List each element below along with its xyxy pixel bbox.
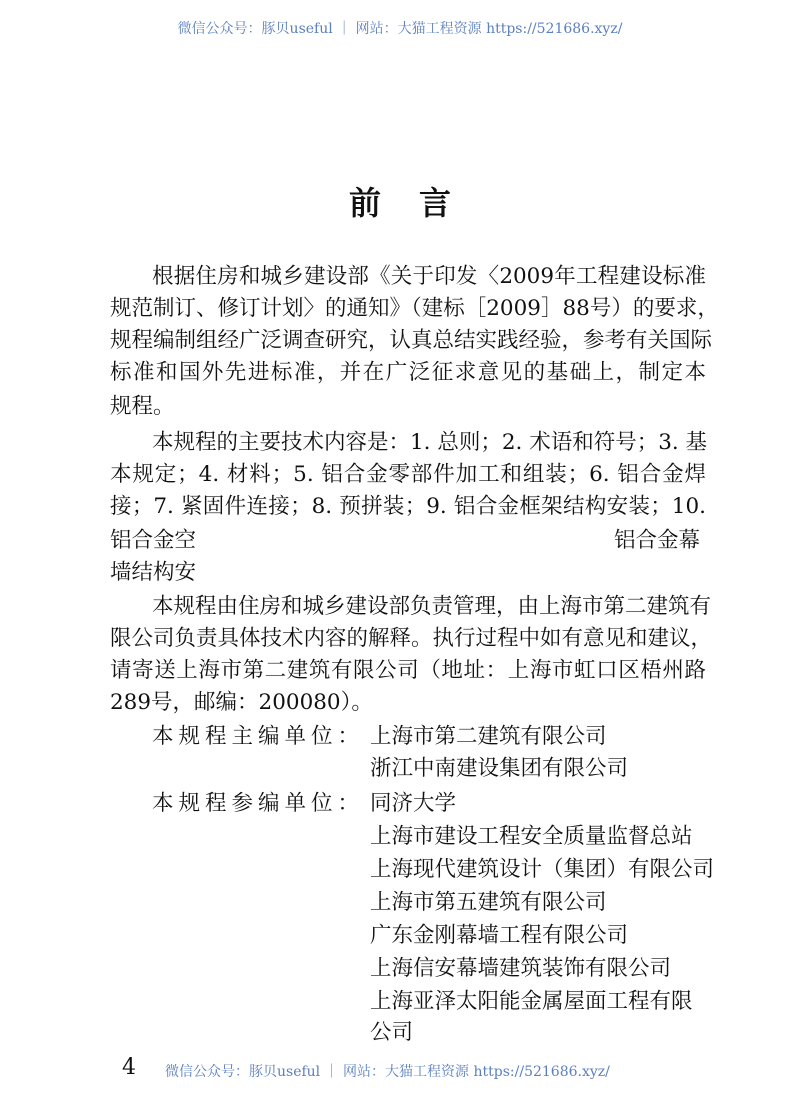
text-line: 本规程的主要技术内容是：1. 总则；2. 术语和符号；3. 基	[152, 430, 708, 455]
page-number: 4	[122, 1055, 136, 1080]
text-line: 限公司负责具体技术内容的解释。执行过程中如有意见和建议，	[110, 626, 713, 651]
text-line: 本规程由住房和城乡建设部负责管理，由上海市第二建筑有	[152, 594, 712, 619]
text-line: 289号，邮编：200080）。	[110, 690, 373, 715]
text-line: 标准和国外先进标准，并在广泛征求意见的基础上，制定本	[110, 360, 706, 385]
text-line: 接；7. 紧固件连接；8. 预拼装；9. 铝合金框架结构安装；10.	[110, 494, 706, 519]
participant-unit: 上海亚泽太阳能金属屋面工程有限	[370, 989, 693, 1014]
participant-unit: 公司	[370, 1020, 414, 1045]
chief-unit: 上海市第二建筑有限公司	[370, 724, 607, 749]
text-line: 本规定；4. 材料；5. 铝合金零部件加工和组装；6. 铝合金焊	[110, 462, 706, 487]
text-line: 根据住房和城乡建设部《关于印发〈2009年工程建设标准	[152, 264, 706, 289]
text-line: 铝合金幕	[614, 528, 701, 553]
text-line: 墙结构安	[110, 560, 197, 585]
text-line: 规程编制组经广泛调查研究，认真总结实践经验，参考有关国际	[110, 328, 713, 353]
text-line: 铝合金空	[110, 528, 197, 553]
participant-unit: 上海市第五建筑有限公司	[370, 890, 607, 915]
page-title: 前言	[348, 184, 489, 222]
chief-unit: 浙江中南建设集团有限公司	[370, 756, 629, 781]
watermark-top: 微信公众号：豚贝useful ｜ 网站：大猫工程资源 https://521686.xyz/	[177, 21, 623, 37]
text-line: 规范制订、修订计划〉的通知》（建标［2009］88号）的要求，	[110, 296, 719, 321]
participant-unit: 同济大学	[370, 791, 457, 816]
text-line: 规程。	[110, 394, 175, 419]
chief-editor-label: 本规程主编单位：	[152, 724, 365, 749]
participant-unit: 上海市建设工程安全质量监督总站	[370, 824, 693, 849]
participant-unit: 上海现代建筑设计（集团）有限公司	[370, 857, 715, 882]
text-line: 请寄送上海市第二建筑有限公司（地址：上海市虹口区梧州路	[110, 658, 706, 683]
participant-unit: 广东金刚幕墙工程有限公司	[370, 923, 629, 948]
participant-label: 本规程参编单位：	[152, 791, 365, 816]
watermark-bottom: 微信公众号：豚贝useful ｜ 网站：大猫工程资源 https://521686.xyz/	[165, 1064, 610, 1080]
participant-unit: 上海信安幕墙建筑装饰有限公司	[370, 956, 672, 981]
